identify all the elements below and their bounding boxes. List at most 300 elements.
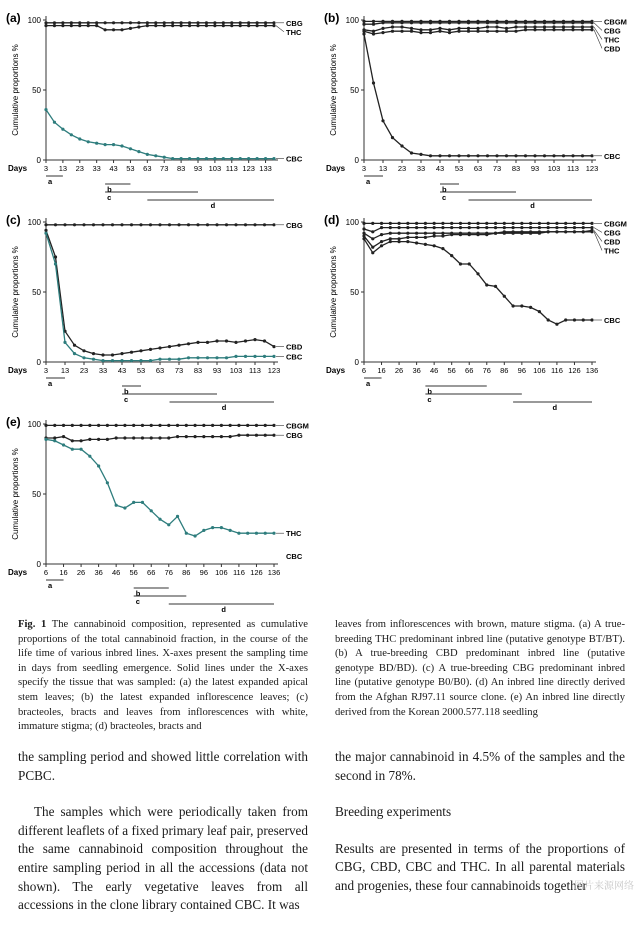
data-point: [538, 310, 541, 313]
data-point: [247, 157, 250, 160]
data-point: [264, 424, 267, 427]
data-point: [362, 32, 365, 35]
data-point: [419, 28, 422, 31]
data-point: [256, 21, 259, 24]
data-point: [448, 31, 451, 34]
data-point: [476, 30, 479, 33]
data-point: [571, 154, 574, 157]
data-point: [505, 21, 508, 24]
data-point: [163, 24, 166, 27]
data-point: [244, 223, 247, 226]
data-point: [115, 436, 118, 439]
data-point: [371, 222, 374, 225]
data-point: [187, 342, 190, 345]
data-point: [71, 424, 74, 427]
x-axis-label: Days: [8, 568, 28, 577]
data-point: [438, 154, 441, 157]
data-point: [171, 157, 174, 160]
data-point: [547, 222, 550, 225]
data-point: [150, 424, 153, 427]
data-point: [44, 438, 47, 441]
x-tick-label: 63: [155, 366, 165, 375]
data-point: [163, 21, 166, 24]
body-paragraph: The samples which were periodically taken from different leaflets of a fixed primary leaf pair, preserved the same cannabinoid composition throughout the entire sampling period in all the accessions (data not shown). The early vegetative leaves from all accessions in the clone library contained CBC. It was: [18, 804, 308, 913]
series-label: CBG: [286, 220, 303, 230]
data-point: [429, 154, 432, 157]
data-point: [272, 532, 275, 535]
data-point: [467, 21, 470, 24]
data-point: [468, 226, 471, 229]
data-point: [503, 232, 506, 235]
x-tick-label: 73: [174, 366, 184, 375]
data-point: [459, 233, 462, 236]
caption-right-text: leaves from inflorescences with brown, mature stigma. (a) A true-breeding THC predominant inbred line (putative genotype BT/BT). (b) A true-breeding CBD predominant inbred line (putative genotype BD/BD). (c) A true-breeding CBG predominant inbred line (putative genotype B0/B0). (d) An inbred line directly derived from the Afghan RJ97.11 source clone. (e) An inbred line directly derived from the Korean 2000.577.118 seedling: [335, 619, 625, 718]
data-point: [79, 448, 82, 451]
tissue-bar-label: a: [48, 379, 53, 388]
x-tick-label: 113: [567, 164, 579, 173]
data-point: [158, 358, 161, 361]
data-point: [230, 21, 233, 24]
body-paragraph: the sampling period and showed little correlation with PCBC.: [18, 749, 308, 783]
data-point: [562, 28, 565, 31]
data-point: [206, 223, 209, 226]
x-tick-label: 83: [176, 164, 186, 173]
data-point: [486, 154, 489, 157]
data-point: [467, 154, 470, 157]
data-point: [130, 359, 133, 362]
data-point: [433, 232, 436, 235]
series-label: CBGM: [604, 17, 627, 27]
data-point: [123, 506, 126, 509]
data-point: [400, 25, 403, 28]
data-point: [410, 27, 413, 30]
data-point: [225, 223, 228, 226]
series-label: CBC: [286, 552, 303, 561]
y-tick-label: 50: [32, 288, 41, 297]
data-point: [485, 222, 488, 225]
tissue-bar-label: c: [442, 193, 447, 202]
data-point: [459, 262, 462, 265]
data-point: [97, 438, 100, 441]
data-point: [180, 24, 183, 27]
x-tick-label: 83: [511, 164, 521, 173]
data-point: [495, 25, 498, 28]
tissue-bar-label: d: [552, 403, 558, 410]
data-point: [573, 222, 576, 225]
y-tick-label: 100: [345, 16, 359, 25]
chart-svg-e: [4, 412, 316, 612]
y-tick-label: 0: [354, 358, 359, 367]
data-point: [141, 436, 144, 439]
tissue-bar-label: a: [48, 177, 53, 186]
data-point: [220, 435, 223, 438]
data-point: [494, 232, 497, 235]
tissue-bar-label: c: [135, 597, 140, 606]
data-point: [196, 157, 199, 160]
data-point: [73, 223, 76, 226]
data-point: [239, 157, 242, 160]
data-point: [213, 157, 216, 160]
tissue-bar-label: b: [107, 185, 112, 194]
data-point: [406, 236, 409, 239]
data-point: [253, 355, 256, 358]
data-point: [115, 504, 118, 507]
data-point: [381, 119, 384, 122]
data-point: [78, 24, 81, 27]
data-point: [476, 222, 479, 225]
tissue-bar-label: b: [124, 387, 129, 396]
data-point: [146, 153, 149, 156]
data-point: [149, 223, 152, 226]
data-point: [459, 226, 462, 229]
data-point: [53, 424, 56, 427]
data-point: [149, 359, 152, 362]
data-point: [168, 345, 171, 348]
series-label: CBC: [604, 151, 621, 161]
x-tick-label: 93: [193, 164, 203, 173]
data-point: [505, 30, 508, 33]
x-tick-label: 3: [361, 164, 367, 173]
data-point: [533, 154, 536, 157]
series-label: THC: [604, 246, 620, 256]
body-column-left: [18, 748, 308, 933]
data-point: [150, 509, 153, 512]
data-point: [582, 222, 585, 225]
x-tick-label: 6: [43, 568, 49, 577]
data-point: [381, 31, 384, 34]
y-axis-label: Cumulative proportions %: [329, 44, 338, 136]
x-tick-label: 36: [412, 366, 421, 375]
data-point: [239, 24, 242, 27]
data-point: [380, 244, 383, 247]
data-point: [529, 232, 532, 235]
x-tick-label: 13: [60, 366, 70, 375]
data-point: [62, 424, 65, 427]
chart-panel-b: [322, 8, 634, 213]
data-point: [272, 345, 275, 348]
data-point: [524, 28, 527, 31]
data-point: [389, 240, 392, 243]
data-point: [552, 154, 555, 157]
data-point: [44, 424, 47, 427]
data-point: [205, 157, 208, 160]
y-tick-label: 50: [350, 86, 359, 95]
x-tick-label: 86: [182, 568, 191, 577]
data-point: [552, 28, 555, 31]
data-point: [272, 424, 275, 427]
data-point: [590, 28, 593, 31]
chart-panel-c: [4, 210, 316, 415]
data-point: [154, 154, 157, 157]
data-point: [246, 434, 249, 437]
data-point: [230, 24, 233, 27]
data-point: [582, 226, 585, 229]
data-point: [468, 233, 471, 236]
data-point: [154, 24, 157, 27]
data-point: [53, 121, 56, 124]
series-line: [46, 439, 274, 536]
tissue-bar-label: c: [124, 395, 129, 404]
data-point: [193, 435, 196, 438]
data-point: [79, 424, 82, 427]
x-tick-label: 53: [126, 164, 135, 173]
x-tick-label: 23: [397, 164, 407, 173]
data-point: [193, 424, 196, 427]
x-tick-label: 113: [225, 164, 238, 173]
series-line: [364, 239, 592, 324]
data-point: [88, 455, 91, 458]
data-point: [494, 222, 497, 225]
data-point: [141, 424, 144, 427]
data-point: [415, 232, 418, 235]
y-tick-label: 100: [27, 16, 41, 25]
data-point: [70, 133, 73, 136]
data-point: [71, 439, 74, 442]
data-point: [78, 137, 81, 140]
data-point: [106, 438, 109, 441]
data-point: [168, 223, 171, 226]
x-tick-label: 83: [193, 366, 203, 375]
data-point: [244, 355, 247, 358]
data-point: [185, 424, 188, 427]
data-point: [538, 232, 541, 235]
data-point: [234, 223, 237, 226]
data-point: [211, 526, 214, 529]
data-point: [424, 226, 427, 229]
data-point: [581, 28, 584, 31]
x-tick-label: 133: [259, 164, 272, 173]
data-point: [88, 424, 91, 427]
data-point: [129, 147, 132, 150]
x-axis-label: Days: [8, 164, 28, 173]
data-point: [247, 24, 250, 27]
data-point: [154, 21, 157, 24]
data-point: [476, 226, 479, 229]
series-label: CBG: [604, 26, 621, 36]
data-point: [485, 233, 488, 236]
x-tick-label: 76: [482, 366, 491, 375]
series-label: THC: [286, 27, 302, 37]
x-tick-label: 43: [435, 164, 445, 173]
data-point: [176, 435, 179, 438]
data-point: [564, 222, 567, 225]
data-point: [389, 222, 392, 225]
data-point: [139, 349, 142, 352]
data-point: [552, 21, 555, 24]
y-tick-label: 50: [32, 490, 41, 499]
data-point: [70, 21, 73, 24]
figure-caption-right: [335, 618, 625, 720]
x-tick-label: 96: [199, 568, 209, 577]
data-point: [590, 229, 593, 232]
x-tick-label: 13: [58, 164, 68, 173]
data-point: [362, 222, 365, 225]
data-point: [82, 349, 85, 352]
data-point: [503, 295, 506, 298]
y-axis-label: Cumulative proportions %: [11, 246, 20, 338]
y-tick-label: 0: [354, 156, 359, 165]
data-point: [573, 226, 576, 229]
data-point: [141, 501, 144, 504]
data-point: [188, 24, 191, 27]
data-point: [123, 436, 126, 439]
x-tick-label: 56: [447, 366, 456, 375]
data-point: [505, 27, 508, 30]
data-point: [196, 223, 199, 226]
data-point: [129, 21, 132, 24]
data-point: [362, 23, 365, 26]
data-point: [171, 24, 174, 27]
data-point: [264, 21, 267, 24]
data-point: [71, 448, 74, 451]
data-point: [380, 240, 383, 243]
x-tick-label: 13: [378, 164, 388, 173]
x-tick-label: 126: [250, 568, 263, 577]
data-point: [400, 21, 403, 24]
data-point: [555, 226, 558, 229]
x-tick-label: 96: [517, 366, 527, 375]
data-point: [429, 28, 432, 31]
data-point: [371, 237, 374, 240]
data-point: [222, 157, 225, 160]
data-point: [406, 232, 409, 235]
data-point: [450, 222, 453, 225]
data-point: [582, 230, 585, 233]
data-point: [457, 27, 460, 30]
data-point: [61, 24, 64, 27]
data-point: [111, 359, 114, 362]
data-point: [272, 21, 275, 24]
chart-panel-a: [4, 8, 316, 213]
label-leader: [594, 30, 602, 49]
data-point: [573, 318, 576, 321]
x-tick-label: 26: [76, 568, 86, 577]
data-point: [391, 25, 394, 28]
data-point: [44, 229, 47, 232]
series-label: CBD: [604, 237, 621, 247]
data-point: [441, 247, 444, 250]
data-point: [62, 443, 65, 446]
data-point: [168, 358, 171, 361]
data-point: [263, 339, 266, 342]
data-point: [389, 232, 392, 235]
data-point: [564, 230, 567, 233]
tissue-bar-label: d: [210, 201, 216, 208]
y-tick-label: 0: [36, 358, 41, 367]
data-point: [533, 25, 536, 28]
data-point: [424, 243, 427, 246]
data-point: [372, 30, 375, 33]
data-point: [494, 285, 497, 288]
data-point: [158, 346, 161, 349]
data-point: [415, 222, 418, 225]
x-tick-label: 33: [98, 366, 108, 375]
data-point: [486, 25, 489, 28]
x-tick-label: 123: [242, 164, 255, 173]
data-point: [82, 356, 85, 359]
label-leader: [276, 26, 284, 32]
data-point: [188, 21, 191, 24]
figure-caption-left: [18, 618, 308, 735]
data-point: [137, 150, 140, 153]
data-point: [120, 359, 123, 362]
data-point: [222, 21, 225, 24]
data-point: [78, 21, 81, 24]
x-axis-label: Days: [326, 366, 346, 375]
tissue-bar-label: b: [135, 589, 141, 598]
data-point: [514, 30, 517, 33]
data-point: [486, 30, 489, 33]
x-tick-label: 103: [547, 164, 561, 173]
x-tick-label: 33: [92, 164, 101, 173]
y-tick-label: 100: [27, 420, 41, 429]
data-point: [552, 25, 555, 28]
data-point: [206, 356, 209, 359]
data-point: [53, 24, 56, 27]
data-point: [573, 230, 576, 233]
data-point: [397, 237, 400, 240]
series-label: CBG: [286, 431, 303, 441]
data-point: [79, 439, 82, 442]
data-point: [571, 21, 574, 24]
data-point: [397, 240, 400, 243]
data-point: [372, 23, 375, 26]
x-tick-label: 86: [500, 366, 509, 375]
data-point: [177, 344, 180, 347]
data-point: [202, 435, 205, 438]
data-point: [486, 21, 489, 24]
data-point: [215, 356, 218, 359]
data-point: [73, 344, 76, 347]
data-point: [44, 223, 47, 226]
data-point: [514, 21, 517, 24]
x-tick-label: 26: [394, 366, 404, 375]
data-point: [433, 226, 436, 229]
data-point: [101, 353, 104, 356]
data-point: [255, 434, 258, 437]
data-point: [520, 232, 523, 235]
data-point: [158, 518, 161, 521]
data-point: [112, 28, 115, 31]
data-point: [82, 223, 85, 226]
data-point: [543, 154, 546, 157]
data-point: [511, 304, 514, 307]
y-axis-label: Cumulative proportions %: [329, 246, 338, 338]
data-point: [167, 424, 170, 427]
data-point: [230, 157, 233, 160]
chart-svg-c: [4, 210, 316, 410]
caption-left-text: The cannabinoid composition, represented as cumulative proportions of the total cannabinoid fraction, in the course of the life time of various inbred lines. X-axes present the sampling time in days from seedling emergence. Solid lines under the X-axes specify the tissue that was sampled: (a) the latest expanded apical stem leaves; (b) the latest expanded inflorescence leaves; (c) bracteoles, bracts and leaves from inflorescences with white, immature stigma; (d) bracteoles, bracts and: [18, 619, 308, 733]
panel-label: (c): [6, 213, 21, 227]
data-point: [54, 262, 57, 265]
data-point: [112, 21, 115, 24]
data-point: [476, 233, 479, 236]
data-point: [410, 151, 413, 154]
data-point: [433, 234, 436, 237]
x-tick-label: 16: [377, 366, 386, 375]
data-point: [450, 226, 453, 229]
data-point: [380, 222, 383, 225]
data-point: [406, 240, 409, 243]
data-point: [457, 21, 460, 24]
x-tick-label: 6: [361, 366, 367, 375]
data-point: [234, 355, 237, 358]
data-point: [424, 222, 427, 225]
chart-svg-a: [4, 8, 316, 208]
data-point: [171, 21, 174, 24]
data-point: [188, 157, 191, 160]
data-point: [237, 434, 240, 437]
